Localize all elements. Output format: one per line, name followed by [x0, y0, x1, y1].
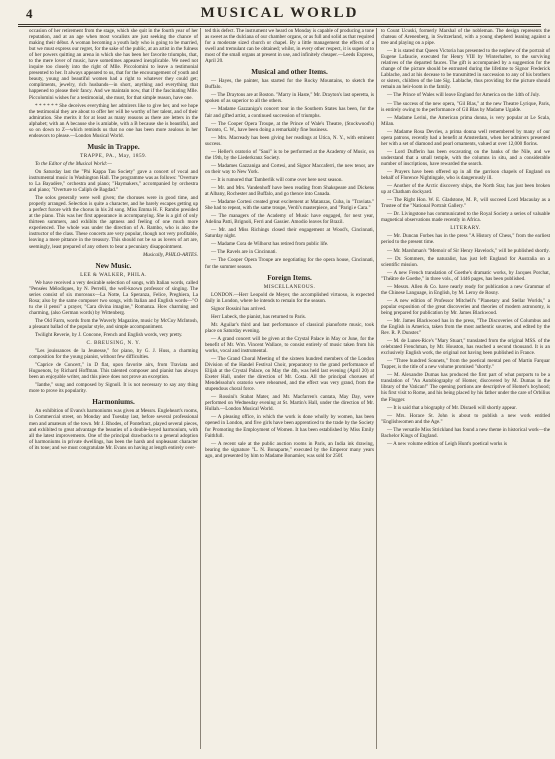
item-text: — The Cooper Opera Troupe, at the Prince of Wale's Theatre, (Stockwood's) Toronto, C. W., have been doing a remarkably fine business.: [205, 120, 374, 133]
item-text: — The Draytons are at Boston. "Marry in Haste," Mr. Drayton's last operetta, is spoken of as superior to all the others.: [205, 92, 374, 105]
page-number: 4: [26, 6, 33, 21]
item-text: — Mrs. Horace St. John is about to publish a new work entitled "Englishwomen and the Age.": [381, 412, 550, 425]
article-text: On Saturday last the "Phi Kappa Tau Society" gave a concert of vocal and instrumental music in Washington Hall. The programme was as follows: "Overture to La Bayadère," orchestra and piano; "Haymakers," accompanied by orchestra and piano; "Overture to Caliph de Bagdad.": [29, 168, 198, 194]
item-text: — A new French translation of Goethe's dramatic works, by Jacques Porchat, "Théâtre de Goethe," in three vols., of 1446 pages, has been published.: [381, 269, 550, 282]
publisher-heading: C. BREUSING, N. Y.: [86, 340, 141, 347]
article-text: An exhibition of Evans's harmoniums was given at Messrs. Engleheart's rooms, in Commercial street, on Monday and Tuesday last, before several professional men and amateurs of the town. Mr J. Rhodes, of Pontefract, played several pieces, and exhibited to great advantage the beauties of a double-keyed harmonium, with all the latest improvements. One of the principal drawbacks to a general adoption of harmoniums in private dwellings, has been the harsh and unpleasant character of its tone; and we must congratulate Mr. Evans on having at length entirely over-: [29, 408, 198, 451]
item-text: — "Three hundred Sonnets," from the poetical mental pen of Martin Farquar Tupper, is the title of a new volume promised "shortly.": [381, 358, 550, 371]
item-text: — Dr. Sommers, the naturalist, has just left England for Australia on a scientific mission.: [381, 255, 550, 268]
item-text: — M. de Lunes-Rice's "Mary Stuart," translated from the original MSS. of the celebrated Frenchman, by Mr. Houston, has reached a second thousand. It is an exclusively English work, the original not having been published in France.: [381, 338, 550, 357]
item-text: — Madame Rosa Devries, a prima donna well remembered by many of our opera patrons, recently had a benefit at Amsterdam, when her admirers presented her with a set of diamond and pearl ornaments, valued at over 12,000 florins.: [381, 128, 550, 147]
page-header: [18, 4, 541, 24]
salutation: To the Editor of the Musical World:—: [35, 160, 112, 167]
item-text: — Hayes, the painter, has started for the Rocky Mountains, to sketch the Buffalo.: [205, 78, 374, 91]
item-text: — Mr. James Blackwood has in the press, "The Discoveries of Columbus and the English in America, taken from the most authentic sources, and edited by the Rev. R. P. Dunster.": [381, 317, 550, 337]
article-heading: Foreign Items.: [267, 273, 312, 282]
article-heading: New Music.: [95, 261, 132, 270]
item-text: — Mrs. Macready has been giving her readings at Utica, N. Y., with eminent success.: [205, 134, 374, 147]
item-text: — Rossini's Stabat Mater, and Mr. Macfarren's cantata, May Day, were performed on Wednesday evening at St. Martin's Hall, under the direction of Mr. Hullah.—London Musical World.: [205, 394, 374, 413]
article-heading: Harmoniums.: [92, 398, 135, 407]
column-divider: [200, 28, 201, 749]
item-text: — Mr. and Miss Richings closed their engagement at Wood's, Cincinnati, Saturday night.: [205, 227, 374, 240]
item-text: — The Cooper Opera Troupe are negotiating for the opera house, Cincinnati, for the summer season.: [205, 257, 374, 270]
article-text: ted this defect. The instrument we heard on Monday is capable of producing a tone as sweet as the dulciana of our chamber organs, or as full and solid as that required for a moderate sized church or chapel. By a little management the effects of a swell and tremulant can be obtained; whilst, in every other respect, it is superior to most of the small organs at present in use, and infinitely cheaper.—Leeds Express, April 20.: [205, 28, 374, 65]
item-text: — The Prince of Wales will leave England for America on the 14th of July.: [387, 92, 541, 99]
item-text: — It is stated that Queen Victoria has presented to the nephew of the portrait of Eugene Lafaucie, executed for Henry VIII by Winterhalter, to the surviving relatives of the departed fauces. The gift is accompanied by a suggestion for the change of the picture should be entrusted during the lifetime to Signor Frederick Lablache, and at his decease to be transmitted in succession to any of his brothers or sisters, children of the late Sig. Lablache, thus providing for the picture should remain an heir-loom in the family.: [381, 48, 550, 91]
item-text: — It is rumored that Tamberlik will come over here next season.: [211, 176, 343, 183]
item-text: to Count Ucuski, formerly Marshal of the nobleman. The design represents the chateau of Arenenberg, in Switzerland, with a young shepherd leaning against a tree and playing on a pipe.: [381, 28, 550, 47]
item-text: — A new volume edition of Leigh Hunt's poetical works is: [387, 440, 508, 447]
item-text: — Another of the Arctic discovery ships, the North Star, has just been broken up at Chatham dockyard.: [381, 183, 550, 196]
column-3: [381, 28, 550, 449]
item-text: — A grand concert will be given at the Crystal Palace in May or June, for the benefit of Mr. Wm. Vincent Wallace, to consist entirely of music taken from his works, vocal and instrumental.: [205, 335, 374, 354]
article-text: The solos generally were well given; the choruses were in good time, and properly arranged. Selection is quite a character, and he barely escapes getting up a perfect furore with the chorus in his 2d song. Miss Emma H. F. Rambo presided at the piano. This was her first appearance in accompanying. She is a girl of only thirteen summers, and exhibits the aptness and feeling of one much more experienced. The whole was under the direction of A. Rambo, who is also the instructor of the class. These concerts are very popular, though not very profitable, leaving a mere pittance in the treasury. This should not be so as lovers of art are, seemingly, least prepared of any others to bear a pecuniary disappointment.: [29, 195, 198, 250]
item-text: Herr Lubeck, the pianist, has returned to Paris.: [211, 313, 307, 320]
dateline: TRAPPE, PA., May, 1859.: [80, 152, 147, 159]
section-subheading: MISCELLANEOUS.: [263, 283, 316, 290]
item-text: — Mr. Marshman's "Memoir of Sir Henry Havelock," will be published shortly.: [387, 247, 550, 254]
section-subheading: LITERARY.: [450, 225, 481, 232]
item-text: Signor Bossini has arrived.: [211, 305, 267, 312]
article-text: occasion of her retirement from the stage, which she quit in the fourth year of her reputation, and at an age when most vocalists are just seeking the chance of making their début. A woman becoming a youth lady who is going to be married, but we must express our regret, for the sake of the public, at an artist in the fulness of her powers quitting an arena in which she has been her favorite triumphs, that, to the mere lover of music, have sometimes appeared inexplicable. We need not inquire too closely into the right of Mlle. Piccolomini to leave a testimonial presented to her. It always appeared to us, that for the encouragement of youth and beauty, young and beautiful women had a right to whatever they could get; compliments, jewelry, rich husbands—in short, anything and everything that happened to please their fancy. And we maintain now, that if the fascinating Mlle. Piccolomini wishes for a testimonial, she must, for that simple reason, have one.: [29, 28, 198, 101]
article-text: "Les jouissances de la Jeunesse," for piano, by G. J. Huss, a charming composition for the young pianist, without few difficulties.: [29, 348, 198, 361]
item-text: — The success of the new opera, "Gil Blas," at the new Theatre Lyrique, Paris, is entirely owing to the performance of Gil Blas by Madame Ugalde.: [381, 100, 550, 113]
item-text: — Heller's oratorio of "Saul" is to be performed at the Academy of Music, on the 19th, by the Liederkranz Society.: [205, 148, 374, 161]
item-text: — Madames Gazzaniga and Cortesi, and Signor Maccaferri, the new tenor, are on their way to New York.: [205, 162, 374, 175]
item-text: — Messrs. Allen & Co. have nearly ready for publication a new Grammar of the Chinese Language, in English, by M. Leroy de Rosny.: [381, 283, 550, 296]
column-divider: [376, 28, 377, 749]
column-1: [29, 28, 198, 453]
masthead-title: MUSICAL WORLD: [200, 5, 359, 21]
article-heading: Musical and other Items.: [251, 68, 328, 77]
item-text: — It is said that a biography of Mr. Disraeli will shortly appear.: [387, 404, 517, 411]
item-text: — The managers of the Academy of Music have engaged, for next year, Adelina Patti, Brignoli, Ferri and Gassier. Amodio leaves for Brazil.: [205, 213, 374, 226]
item-text: — A recent sale at the public auction rooms in Paris, an India ink drawing, bearing the signature "L. N. Bonaparte," executed by the Emperor many years ago, and presented by him to Madame Bonamier, was sold for 250f.: [205, 440, 374, 459]
header-rule: [18, 24, 541, 27]
item-text: — Madame Lerini, the American prima donna, is very popular at Le Scala, Milan.: [381, 114, 550, 127]
item-text: — Madame Gazzaniga's concert tour in the Southern States has been, for the fair and gifted artist, a continued succession of triumphs.: [205, 106, 374, 119]
publisher-heading: LEE & WALKER, PHILA.: [80, 271, 147, 278]
signature: Musically, PHILO-ARTES.: [142, 251, 198, 258]
item-text: LONDON.—Herr Leopold de Meyer, the accomplished virtuoso, is expected daily in London, where he intends to remain for the season.: [205, 291, 374, 304]
item-text: — The Grand Choral Meeting of the sixteen hundred members of the London Division of the Handel Festival Choir, preparatory to the grand performance of Elijah at the Crystal Palace, on May the 4th, was held last evening (April 20) at Exeter Hall, under the direction of Mr. Costa. All the principal choruses of Mendelssohn's oratorio were rehearsed, and the effect was very grand, from the stupendous choral force.: [205, 356, 374, 393]
item-text: — The Ravels are in Cincinnati.: [211, 249, 277, 256]
item-text: Mr. Aguilar's third and last performance of classical pianoforte music, took place on Saturday evening.: [205, 321, 374, 334]
item-text: — Dr. Livingstone has communicated to the Royal Society a series of valuable magnetical observations made recently in Africa.: [381, 211, 550, 224]
item-text: — Madame Cora de Wilhorst has retired from public life.: [211, 241, 329, 248]
item-text: — The versatile Miss Strickland has found a new theme in historical work—the Bachelor Kings of England.: [381, 426, 550, 439]
item-text: — Mr. and Mrs. Vandenhoff have been reading from Shakspeare and Dickens at Albany, Rochester and Buffalo, and go thence into Canada.: [205, 184, 374, 198]
article-text: "Ianthe," sung and composed by Signoll. It is not necessary to say any thing more to prove its popularity.: [29, 382, 198, 395]
article-text: "Caprice de Concert," in D flat, upon favorite airs, from Traviata and Huguenots, by Richard Hoffman. This talented composer and pianist has always been an enjoyable writer, and this piece does not prove an exception.: [29, 362, 198, 381]
item-text: — Madame Cortesi created great excitement at Matanzas, Cuba, in "Traviata." She had to repeat, with the same troupe, Verdi's masterpiece, and "Parigi e Cara.": [205, 199, 374, 212]
item-text: — A pleasing office, in which the work is done wholly by women, has been opened in London, and five girls have been apprenticed to the trade by the Society for Promoting the Employment of Women. It has been established by Miss Emily Faithfull.: [205, 414, 374, 439]
item-text: — Lord Dufferin has been excavating on the banks of the Nile, and we understand that a small temple, with the columns in situ, and a considerable number of inscriptions, have rewarded the search.: [381, 148, 550, 167]
item-text: — A new edition of Professor Mitchell's "Planetary and Stellar Worlds," a popular exposition of the great discoveries and theories of modern astronomy, is being prepared for publication by Mr. James Blackwood.: [381, 297, 550, 316]
item-text: — The Right Hon. W. E. Gladstone, M. P., will succeed Lord Macaulay as a Trustee of the "National Portrait Gallery.": [381, 197, 550, 210]
article-text: We have received a very desirable selection of songs, with Italian words, called "Pensées Mélodiques, by N. Perrelli, the well-known professor of singing. The series consist of six morceaux—La Notte, La Speranza, Felice, Preghiera, La Rosa; also by the same composer two songs, with Italian and English words—"O tu che il pensi" a prayer, "Cara divina imagine," Romanza. How charming and charming, (also German words) by Wittenberg.: [29, 279, 198, 316]
article-text: * * * * * * She deceives everything her admirers like to give her, and we hope the testimonial they are about to offer her will be worthy of her talent, and of their admiration. She merits it for at least as many reasons as there are letters in the alphabet; with an A because she is amiable, with a B because she is beautiful, and so on down to Z—which reminds us that no one has been more zealous in her endeavors to please.—London Musical World.: [29, 102, 198, 139]
article-text: The Old Farm, words from the Waverly Magazine, music by McCoy McIntosh, a pleasant ballad of the popular style, and simple accompaniment.: [29, 317, 198, 330]
item-text: — Prayers have been offered up in all the garrison chapels of England on behalf of Florence Nightingale, who is dangerously ill.: [381, 168, 550, 182]
article-heading: Music in Trappe.: [87, 142, 140, 151]
item-text: — M. Alexandre Dumas has produced the first part of what purports to be a translation of "An Autobiography of Homer, discovered by M. Dumas in the library of the Vatican!" The opening portions are descriptive of Homer's boyhood; his first visit to Rome, and his being placed by his father under the care of Orbilius the Flogger.: [381, 372, 550, 403]
article-text: Twilight Reverie, by J. Concone, French and English words, very pretty.: [35, 332, 183, 339]
column-2: [205, 28, 374, 461]
item-text: — Mr. Duncan Forbes has in the press "A History of Chess," from the earliest period to the present time.: [381, 233, 550, 246]
